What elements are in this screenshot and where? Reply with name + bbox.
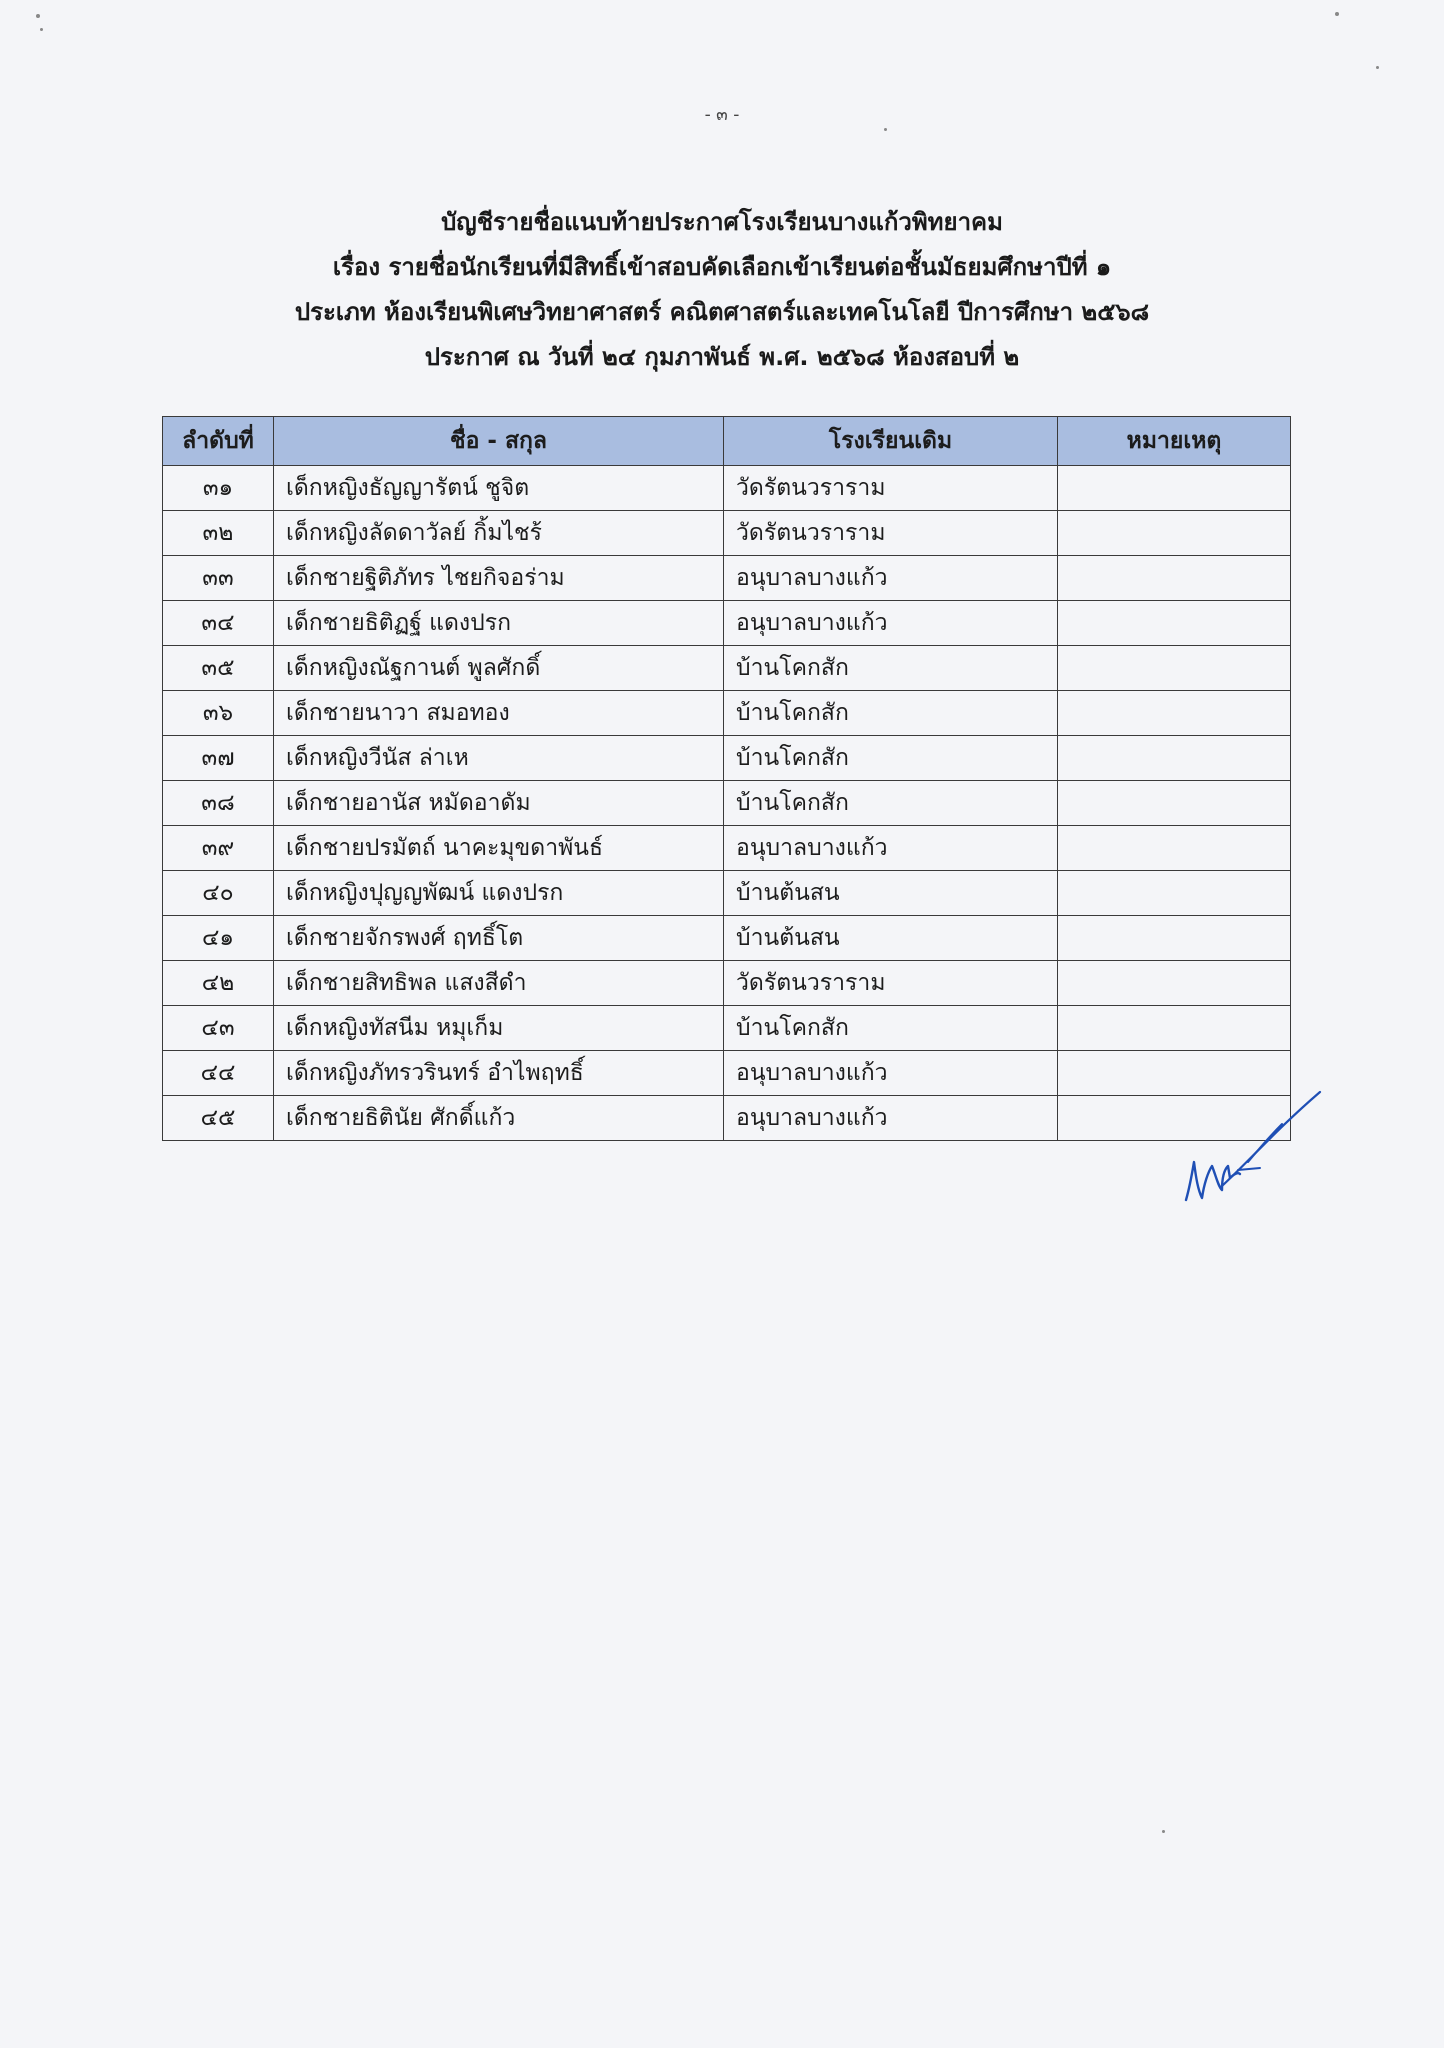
- heading-line-1: บัญชีรายชื่อแนบท้ายประกาศโรงเรียนบางแก้วพิทยาคม: [441, 208, 1003, 236]
- table-row: [163, 736, 1291, 781]
- header-name: ชื่อ - สกุล: [274, 417, 724, 466]
- student-name: เด็กหญิงวีนัส ล่าเห: [274, 736, 724, 781]
- former-school: บ้านโคกสัก: [724, 1006, 1058, 1051]
- table-header-row: [163, 417, 1291, 466]
- scan-speck: [1335, 12, 1339, 16]
- remark: [1058, 826, 1291, 871]
- student-name: เด็กชายธิตินัย ศักดิ์แก้ว: [274, 1096, 724, 1141]
- remark: [1058, 1006, 1291, 1051]
- row-number: ๔๐: [163, 871, 274, 916]
- scan-speck: [1162, 1830, 1165, 1833]
- row-number: ๓๖: [163, 691, 274, 736]
- row-number: ๓๓: [163, 556, 274, 601]
- former-school: อนุบาลบางแก้ว: [724, 556, 1058, 601]
- document-heading: [0, 200, 1444, 380]
- former-school: วัดรัตนวราราม: [724, 511, 1058, 556]
- former-school: บ้านโคกสัก: [724, 691, 1058, 736]
- former-school: บ้านโคกสัก: [724, 781, 1058, 826]
- student-name: เด็กหญิงภัทรวรินทร์ อำไพฤทธิ์: [274, 1051, 724, 1096]
- table-row: [163, 1006, 1291, 1051]
- row-number: ๓๘: [163, 781, 274, 826]
- scan-speck: [884, 128, 887, 131]
- remark: [1058, 646, 1291, 691]
- table-row: [163, 961, 1291, 1006]
- row-number: ๔๒: [163, 961, 274, 1006]
- student-name: เด็กชายนาวา สมอทอง: [274, 691, 724, 736]
- heading-line-2: เรื่อง รายชื่อนักเรียนที่มีสิทธิ์เข้าสอบคัดเลือกเข้าเรียนต่อชั้นมัธยมศึกษาปีที่ ๑: [332, 253, 1112, 281]
- remark: [1058, 781, 1291, 826]
- table-row: [163, 511, 1291, 556]
- former-school: อนุบาลบางแก้ว: [724, 1051, 1058, 1096]
- row-number: ๔๕: [163, 1096, 274, 1141]
- remark: [1058, 466, 1291, 511]
- former-school: บ้านโคกสัก: [724, 736, 1058, 781]
- remark: [1058, 601, 1291, 646]
- remark: [1058, 961, 1291, 1006]
- table-row: [163, 781, 1291, 826]
- former-school: บ้านต้นสน: [724, 871, 1058, 916]
- table-row: [163, 556, 1291, 601]
- former-school: อนุบาลบางแก้ว: [724, 601, 1058, 646]
- former-school: อนุบาลบางแก้ว: [724, 1096, 1058, 1141]
- student-name: เด็กชายอานัส หมัดอาดัม: [274, 781, 724, 826]
- row-number: ๓๒: [163, 511, 274, 556]
- remark: [1058, 511, 1291, 556]
- student-name: เด็กหญิงลัดดาวัลย์ กิ้มไชร้: [274, 511, 724, 556]
- table-row: [163, 826, 1291, 871]
- table-row: [163, 646, 1291, 691]
- row-number: ๓๙: [163, 826, 274, 871]
- row-number: ๔๓: [163, 1006, 274, 1051]
- former-school: วัดรัตนวราราม: [724, 961, 1058, 1006]
- row-number: ๔๑: [163, 916, 274, 961]
- student-name: เด็กชายฐิติภัทร ไชยกิจอร่าม: [274, 556, 724, 601]
- table-row: [163, 691, 1291, 736]
- remark: [1058, 556, 1291, 601]
- student-name: เด็กชายปรมัตถ์ นาคะมุขดาพันธ์: [274, 826, 724, 871]
- row-number: ๓๑: [163, 466, 274, 511]
- signature: [1178, 1078, 1328, 1208]
- former-school: วัดรัตนวราราม: [724, 466, 1058, 511]
- header-note: หมายเหตุ: [1058, 417, 1291, 466]
- table-body: [163, 466, 1291, 1141]
- table-row: [163, 916, 1291, 961]
- table-row: [163, 1051, 1291, 1096]
- table-row: [163, 1096, 1291, 1141]
- student-name: เด็กชายสิทธิพล แสงสีดำ: [274, 961, 724, 1006]
- student-name: เด็กชายจักรพงศ์ ฤทธิ์โต: [274, 916, 724, 961]
- student-roster-table: [162, 416, 1291, 1141]
- heading-line-3: ประเภท ห้องเรียนพิเศษวิทยาศาสตร์ คณิตศาสตร์และเทคโนโลยี ปีการศึกษา ๒๕๖๘: [294, 298, 1150, 326]
- scan-speck: [40, 28, 43, 31]
- former-school: บ้านโคกสัก: [724, 646, 1058, 691]
- student-name: เด็กหญิงณัฐกานต์ พูลศักดิ์: [274, 646, 724, 691]
- student-name: เด็กหญิงปุญญพัฒน์ แดงปรก: [274, 871, 724, 916]
- header-no: ลำดับที่: [163, 417, 274, 466]
- remark: [1058, 916, 1291, 961]
- page-number: - ๓ -: [704, 105, 740, 125]
- former-school: อนุบาลบางแก้ว: [724, 826, 1058, 871]
- table-row: [163, 871, 1291, 916]
- header-school: โรงเรียนเดิม: [724, 417, 1058, 466]
- table-row: [163, 466, 1291, 511]
- scan-speck: [1376, 66, 1379, 69]
- remark: [1058, 736, 1291, 781]
- row-number: ๓๗: [163, 736, 274, 781]
- former-school: บ้านต้นสน: [724, 916, 1058, 961]
- student-name: เด็กชายธิติฏฐ์ แดงปรก: [274, 601, 724, 646]
- remark: [1058, 691, 1291, 736]
- table-row: [163, 601, 1291, 646]
- row-number: ๓๔: [163, 601, 274, 646]
- student-name: เด็กหญิงทัสนีม หมุเก็ม: [274, 1006, 724, 1051]
- scan-speck: [36, 14, 40, 18]
- row-number: ๓๕: [163, 646, 274, 691]
- student-name: เด็กหญิงธัญญารัตน์ ชูจิต: [274, 466, 724, 511]
- row-number: ๔๔: [163, 1051, 274, 1096]
- remark: [1058, 871, 1291, 916]
- heading-line-4: ประกาศ ณ วันที่ ๒๔ กุมภาพันธ์ พ.ศ. ๒๕๖๘ ห้องสอบที่ ๒: [424, 343, 1020, 371]
